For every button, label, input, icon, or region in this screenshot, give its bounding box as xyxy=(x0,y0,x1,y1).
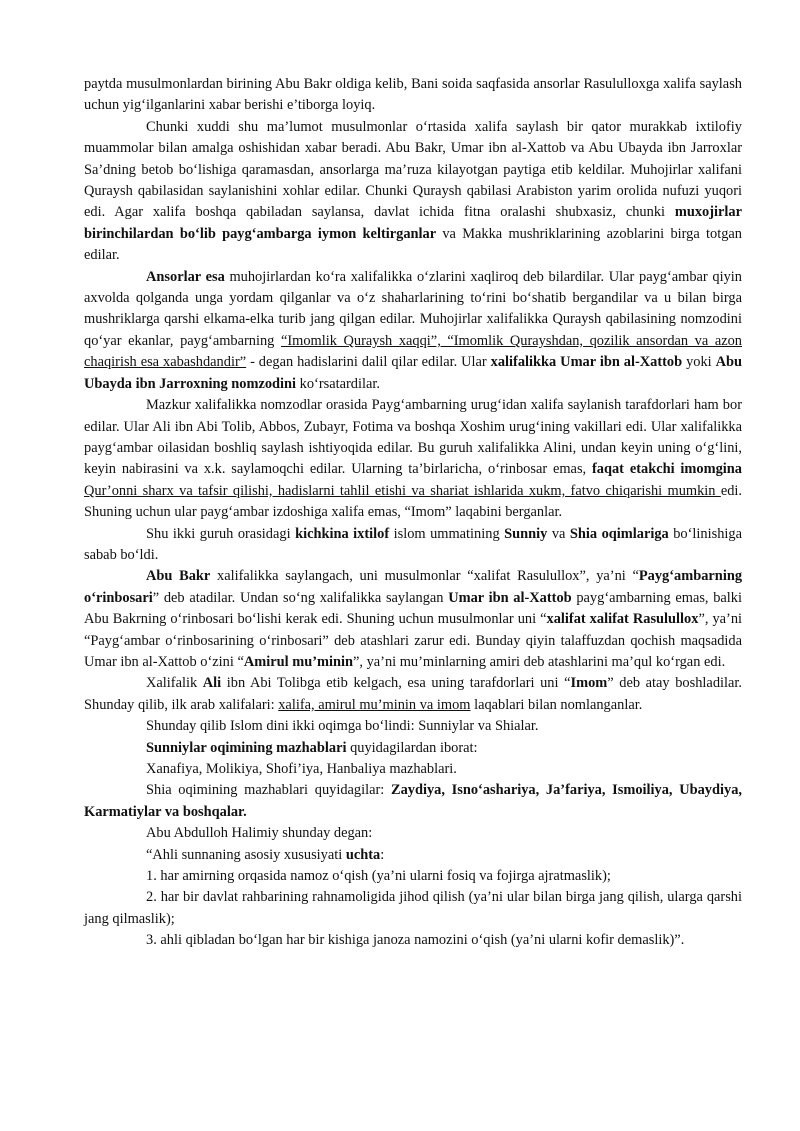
text-run: ” deb atadilar. Undan so‘ng xalifalikka saylangan xyxy=(152,589,449,606)
paragraph-p15 xyxy=(84,887,742,930)
text-run: ” deb atay boshladilar. Shunday qilib, ilk arab xalifalari: xyxy=(84,675,742,713)
text-run: paytda musulmonlardan birining Abu Bakr oldiga kelib, Bani soida saqfasida ansorlar Rasululloxga xalifa saylash uchun yig‘ilganlarini xabar berishi e’tiborga loyiq. xyxy=(84,76,742,114)
bold-text-run: Ansorlar esa xyxy=(146,268,225,285)
text-run: bo‘linishiga sabab bo‘ldi. xyxy=(84,525,742,563)
underlined-text-run: Qur’onni sharx va tafsir qilishi, hadislarni tahlil etishi va shariat ishlarida xukm, fatvo chiqarishi mumkin xyxy=(84,482,721,499)
text-run: Mazkur xalifalikka nomzodlar orasida Payg‘ambarning urug‘idan xalifa saylanish tarafdorlari ham bor edilar. Ular Ali ibn Abi Tolib, Abbos, Zubayr, Fotima va boshqa Xoshim urug‘ining vakillari edi. Ular xalifalikka payg‘ambar oilasidan boshliq saylash ishtiyoqida edilar. Bu guruh xalifalikka Alini, undan keyin uning o‘g‘lini, keyin nabirasini va x.k. saylamoqchi edilar. Ularning ta’birlaricha, o‘rinbosar emas, xyxy=(84,397,742,478)
text-run: muhojirlardan ko‘ra xalifalikka o‘zlarini xaqliroq deb bilardilar. Ular payg‘ambar qiyin axvolda qolganda unga yordam qilganlar va o‘z shaharlarining to‘rini bo‘shatib bergandilar va u bilan birga mushriklarga qarshi elkama-elka turib jang qilgan edilar. Muhojirlar xalifalikka Quraysh qabilasining nomzodini qo‘yar ekanlar, payg‘ambarning xyxy=(84,268,742,349)
document-body xyxy=(84,74,742,952)
text-run: 1. har amirning orqasida namoz o‘qish (ya’ni ularni fosiq va fojirga ajratmaslik); xyxy=(146,868,611,885)
bold-text-run: Zaydiya, Isno‘ashariya, Ja’fariya, Ismoiliya, Ubaydiya, Karmatiylar va boshqalar. xyxy=(84,782,742,820)
text-run: yoki xyxy=(682,354,716,371)
bold-text-run: Imom xyxy=(570,675,608,692)
text-run: : xyxy=(380,846,385,863)
text-run: 3. ahli qibladan bo‘lgan har bir kishiga janoza namozini o‘qish (ya’ni ularni kofir demaslik)”. xyxy=(146,932,685,949)
text-run: ko‘rsatardilar. xyxy=(296,375,380,392)
bold-text-run: xalifalikka Umar ibn al-Xattob xyxy=(490,354,683,371)
text-run: ”, ya’ni mu’minlarning amiri deb atashlarini ma’qul ko‘rgan edi. xyxy=(352,653,726,670)
paragraph-p10 xyxy=(84,759,742,780)
bold-text-run: Payg‘ambarning o‘rinbosari xyxy=(84,568,743,606)
text-run: ”, ya’ni “Payg‘ambar o‘rinbosarining o‘rinbosari” deb atashlari zarur edi. Bunday qiyin talaffuzdan qochish maqsadida Umar ibn al-Xattob o‘zini “ xyxy=(84,611,743,670)
text-run: 2. har bir davlat rahbarining rahnamoligida jihod qilish (ya’ni ular bilan birga jang qilish, ularga qarshi jang qilmaslik); xyxy=(84,889,742,927)
bold-text-run: Abu Bakr xyxy=(146,568,211,585)
bold-text-run: uchta xyxy=(345,846,381,863)
text-run: Shia oqimining mazhablari quyidagilar: xyxy=(146,782,391,799)
bold-text-run: Abu Ubayda ibn Jarroxning nomzodini xyxy=(84,354,743,392)
text-run: Shu ikki guruh orasidagi xyxy=(146,525,296,542)
text-run: edi. Shuning uchun ular payg‘ambar izdoshiga xalifa emas, “Imom” laqabini berganlar. xyxy=(84,482,742,521)
paragraph-p1 xyxy=(84,74,742,117)
paragraph-p13 xyxy=(84,845,742,866)
text-run: Chunki xuddi shu ma’lumot musulmonlar o‘rtasida xalifa saylash bir qator murakkab ixtilofiy muammolar bilan amalga oshishidan xabar beradi. Abu Bakr, Umar ibn al-Xattob va Abu Ubayda ibn Jarroxlar Sa’dning betob bo‘lishiga qaramasdan, ansorlarga ma’ruza kilayotgan paytiga etib keldilar. Muhojirlar xalifani Quraysh qabilasidan saylanishini xohlar edilar. Chunki Quraysh qabilasi Arabiston yarim orolida nufuzi yuqori edi. Agar xalifa boshqa qabiladan saylansa, davlat ichida fitna oralashi shubxasiz, chunki xyxy=(84,118,742,221)
text-run: laqablari bilan nomlanganlar. xyxy=(470,696,643,713)
text-run: payg‘ambarning emas, balki Abu Bakrning o‘rinbosari bo‘lishi kerak edi. Shuning uchun musulmonlar uni “ xyxy=(84,589,742,628)
paragraph-p3 xyxy=(84,267,742,395)
paragraph-p8 xyxy=(84,716,742,737)
bold-text-run: Ali xyxy=(202,675,222,692)
paragraph-p5 xyxy=(84,524,742,567)
paragraph-p4 xyxy=(84,395,742,523)
text-run: Abu Abdulloh Halimiy shunday degan: xyxy=(146,825,373,842)
bold-text-run: Sunniylar oqimining mazhablari xyxy=(146,739,347,756)
bold-text-run: muxojirlar birinchilardan bo‘lib payg‘ambarga iymon keltirganlar xyxy=(84,204,742,242)
paragraph-p16 xyxy=(84,930,742,951)
bold-text-run: Amirul mu’minin xyxy=(243,653,353,670)
text-run: “Ahli sunnaning asosiy xususiyati xyxy=(146,846,346,863)
bold-text-run: faqat etakchi imomgina xyxy=(592,461,742,478)
underlined-text-run: “Imomlik Quraysh xaqqi”, “Imomlik Qurayshdan, qozilik ansordan va azon chaqirish esa xabashdandir” xyxy=(84,332,742,371)
text-run: va xyxy=(547,525,570,542)
underlined-text-run: xalifa, amirul mu’minin va imom xyxy=(278,696,471,713)
text-run: va Makka mushriklarining azoblarini birga totgan edilar. xyxy=(84,225,742,264)
bold-text-run: Sunniy xyxy=(504,525,548,542)
bold-text-run: xalifat xalifat Rasulullox xyxy=(546,611,699,628)
paragraph-p14 xyxy=(84,866,742,887)
paragraph-p12 xyxy=(84,823,742,844)
paragraph-p6 xyxy=(84,566,742,673)
paragraph-p7 xyxy=(84,673,742,716)
text-run: Xalifalik xyxy=(146,675,203,692)
text-run: - degan hadislarini dalil qilar edilar. Ular xyxy=(246,354,491,371)
paragraph-p11 xyxy=(84,780,742,823)
bold-text-run: Shia oqimlariga xyxy=(569,525,669,542)
paragraph-p9 xyxy=(84,738,742,759)
text-run: islom ummatining xyxy=(389,525,505,542)
paragraph-p2 xyxy=(84,117,742,267)
text-run: Shunday qilib Islom dini ikki oqimga bo‘lindi: Sunniylar va Shialar. xyxy=(146,718,539,735)
text-run: quyidagilardan iborat: xyxy=(346,739,478,756)
bold-text-run: kichkina ixtilof xyxy=(295,525,390,542)
text-run: xalifalikka saylangach, uni musulmonlar “xalifat Rasulullox”, ya’ni “ xyxy=(210,568,639,585)
text-run: ibn Abi Tolibga etib kelgach, esa uning tarafdorlari uni “ xyxy=(221,675,571,692)
bold-text-run: Umar ibn al-Xattob xyxy=(448,589,572,606)
text-run: Xanafiya, Molikiya, Shofi’iya, Hanbaliya mazhablari. xyxy=(146,761,457,777)
